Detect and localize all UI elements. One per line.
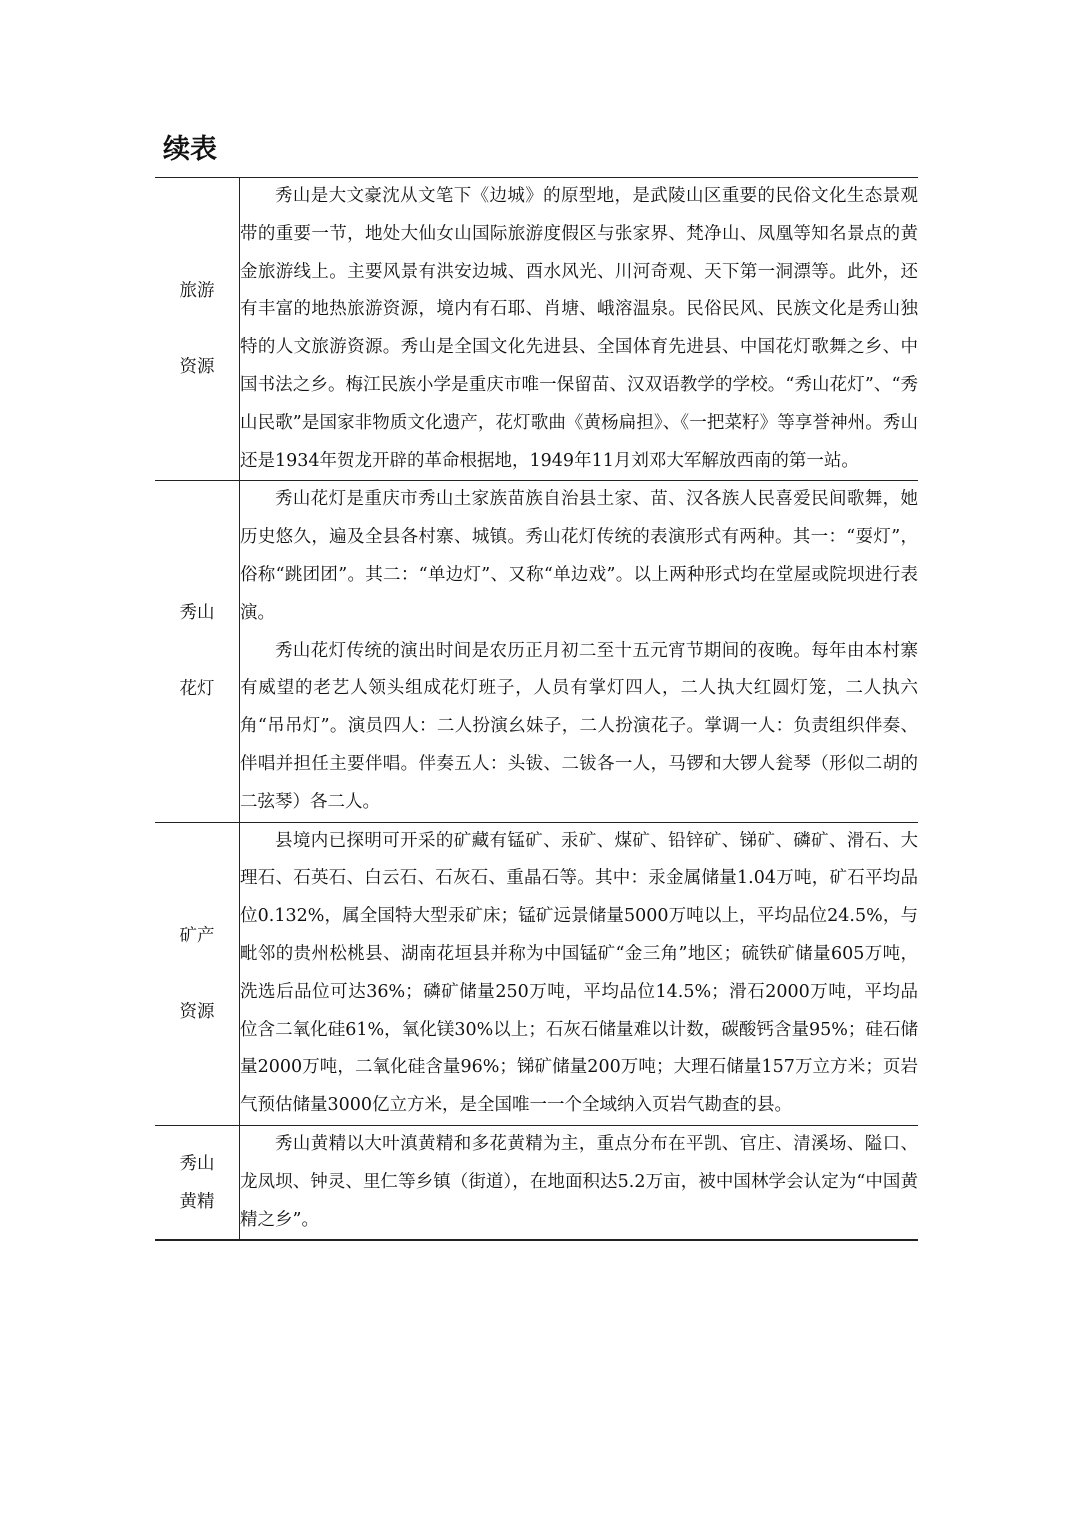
row-label-line: 花灯 — [179, 679, 215, 700]
row-label-line: 秀山 — [179, 603, 215, 624]
row-label-line: 资源 — [179, 357, 215, 378]
row-label-line: 旅游 — [179, 281, 215, 302]
paragraph: 县境内已探明可开采的矿藏有锰矿、汞矿、煤矿、铅锌矿、锑矿、磷矿、滑石、大理石、石英石、白云石、石灰石、重晶石等。其中：汞金属储量1.04万吨，矿石平均品位0.132%，属全国特大型汞矿床；锰矿远景储量5000万吨以上，平均品位24.5%，与毗邻的贵州松桃县、湖南花垣县并称为中国锰矿“金三角”地区；硫铁矿储量605万吨，洗选后品位可达36%；磷矿储量250万吨，平均品位14.5%；滑石2000万吨，平均品位含二氧化硅61%，氧化镁30%以上；石灰石储量难以计数，碳酸钙含量95%；硅石储量2000万吨，二氧化硅含量96%；锑矿储量200万吨；大理石储量157万立方米；页岩气预估储量3000亿立方米，是全国唯一一个全域纳入页岩气勘查的县。 — [240, 830, 918, 1116]
table-row — [155, 481, 918, 822]
table-row — [155, 822, 918, 1125]
table-row — [155, 1125, 918, 1240]
row-label — [155, 822, 240, 1125]
row-label-line: 黄精 — [179, 1191, 215, 1212]
page-title: 续表 — [163, 134, 217, 165]
row-content — [240, 1125, 919, 1240]
row-label — [155, 481, 240, 822]
row-label-line: 资源 — [179, 1001, 215, 1022]
paragraph: 秀山黄精以大叶滇黄精和多花黄精为主，重点分布在平凯、官庄、清溪场、隘口、龙凤坝、钟灵、里仁等乡镇（街道），在地面积达5.2万亩，被中国林学会认定为“中国黄精之乡”。 — [240, 1133, 918, 1230]
row-content — [240, 481, 919, 822]
row-label-line: 秀山 — [179, 1153, 215, 1174]
paragraph: 秀山花灯传统的演出时间是农历正月初二至十五元宵节期间的夜晚。每年由本村寨有威望的老艺人领头组成花灯班子，人员有掌灯四人，二人执大红圆灯笼，二人执六角“吊吊灯”。演员四人：二人扮演幺妹子，二人扮演花子。掌调一人：负责组织伴奏、伴唱并担任主要伴唱。伴奏五人：头钹、二钹各一人，马锣和大锣人瓮琴（形似二胡的二弦琴）各二人。 — [240, 640, 918, 812]
row-content — [240, 178, 919, 481]
paragraph: 秀山花灯是重庆市秀山土家族苗族自治县土家、苗、汉各族人民喜爱民间歌舞，她历史悠久，遍及全县各村寨、城镇。秀山花灯传统的表演形式有两种。其一：“耍灯”，俗称“跳团团”。其二：“单边灯”、又称“单边戏”。以上两种形式均在堂屋或院坝进行表演。 — [240, 489, 918, 623]
row-label-line: 矿产 — [179, 925, 215, 946]
content-table — [155, 177, 918, 1241]
paragraph: 秀山是大文豪沈从文笔下《边城》的原型地，是武陵山区重要的民俗文化生态景观带的重要一节，地处大仙女山国际旅游度假区与张家界、梵净山、凤凰等知名景点的黄金旅游线上。主要风景有洪安边城、酉水风光、川河奇观、天下第一洞漂等。此外，还有丰富的地热旅游资源，境内有石耶、肖塘、峨溶温泉。民俗民风、民族文化是秀山独特的人文旅游资源。秀山是全国文化先进县、全国体育先进县、中国花灯歌舞之乡、中国书法之乡。梅江民族小学是重庆市唯一保留苗、汉双语教学的学校。“秀山花灯”、“秀山民歌”是国家非物质文化遗产，花灯歌曲《黄杨扁担》、《一把菜籽》等享誉神州。秀山还是1934年贺龙开辟的革命根据地，1949年11月刘邓大军解放西南的第一站。 — [240, 186, 918, 471]
row-label — [155, 1125, 240, 1240]
row-content — [240, 822, 919, 1125]
row-label — [155, 178, 240, 481]
table-row — [155, 178, 918, 481]
